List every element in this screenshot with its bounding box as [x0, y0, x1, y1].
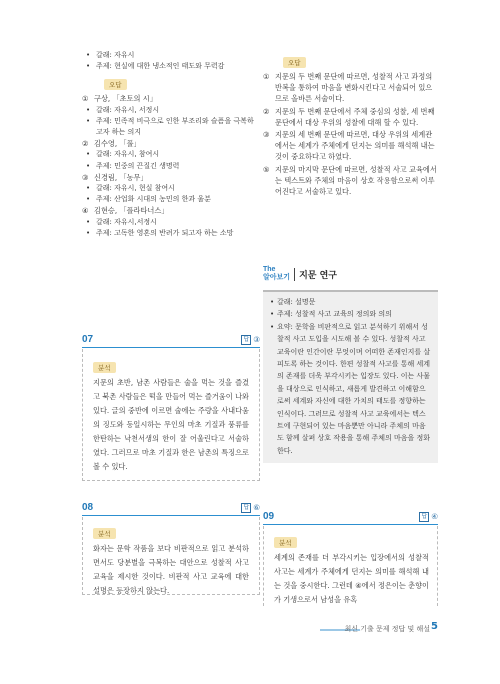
item-sub: • 갈래: 자유시, 서정시 [82, 105, 260, 116]
analysis-text: 지문의 초반, 남촌 사람들은 술을 먹는 것을 즐겼고 북촌 사람들은 떡을 만들어 먹는 즐거움이 나와 있다. 글의 중반에 이르면 술에는 주량을 사내다움의 징도와 동일시하는 무인의 마초 기질과 풍류를 한탄하는 낙천서생의 한이 잘 어울린다고 서술하였다. 그러므로 마초 기질과 한은 남촌의 특징으로 볼 수 있다. [93, 378, 249, 471]
question-07-header [82, 334, 260, 348]
item-number: ④ [82, 206, 89, 216]
know-label [263, 266, 290, 282]
item-sub: • 갈래: 자유시, 현실 참여시 [82, 183, 260, 194]
answer-value: ③ [253, 335, 260, 344]
text-study-title: 지문 연구 [294, 268, 337, 281]
odap-tag: 오답 [283, 57, 306, 68]
answer-label [241, 503, 260, 513]
analysis-tag: 분석 [93, 362, 116, 373]
right-item-1 [263, 71, 439, 105]
item-title: 구상, 「초토의 시」 [94, 94, 157, 104]
bullet-theme: • 주제: 현실에 대한 냉소적인 태도와 무력감 [82, 61, 260, 72]
left-top-column [82, 50, 260, 239]
question-09-panel [263, 526, 438, 606]
question-08-panel [82, 517, 260, 595]
left-item-3 [82, 172, 260, 206]
right-item-4 [263, 164, 439, 198]
answer-box-icon: 답 [243, 504, 250, 511]
item-sub: • 주제: 산업화 시대의 농민의 한과 울분 [82, 194, 260, 205]
item-sub: • 주제: 고독한 영혼의 반려가 되고자 하는 소망 [82, 228, 260, 239]
analysis-text: 세계의 존재를 더 부각시키는 입장에서의 성찰적 사고는 세계가 주체에게 던지는 의미를 해석해 내는 것을 중시한다. 그런데 ④에서 정은이는 춘향이가 기생으로서 남성을 유혹 [274, 553, 429, 604]
item-title: 김수영, 「풀」 [94, 139, 141, 149]
answer-value: ④ [431, 512, 438, 521]
item-text: 지문의 마지막 문단에 따르면, 성찰적 사고 교육에서는 텍스트와 주체의 마음이 상호 작용함으로써 이루어진다고 서술하고 있다. [275, 164, 437, 197]
bullet-genre: • 갈래: 자유시 [82, 50, 260, 61]
item-number: ② [82, 139, 89, 149]
analysis-text: 화자는 문학 작품을 보다 비판적으로 읽고 분석하면서도 당분별을 극복하는 대안으로 성찰적 사고 교육을 제시한 것이다. 비판적 사고 교육에 대한 설명은 등장하지 않는다. [93, 544, 249, 595]
item-title: 김현승, 「플라타너스」 [94, 206, 169, 216]
item-sub: • 갈래: 자유시,서정시 [82, 217, 260, 228]
item-number: ② [263, 106, 270, 116]
item-number: ① [263, 72, 270, 81]
item-text: 지문의 두 번째 문단에 따르면, 성찰적 사고 과정의 반복을 통하여 마음을 변화시킨다고 서술되어 있으므로 올바른 서술이다. [275, 72, 433, 104]
right-item-3 [263, 129, 439, 163]
page-number: 5 [431, 621, 438, 632]
know-label-line2: 알아보기 [263, 274, 291, 281]
answer-label [419, 512, 438, 522]
right-item-2 [263, 106, 439, 128]
analysis-tag: 분석 [274, 537, 297, 548]
page-footer [0, 620, 500, 640]
question-number: 07 [82, 334, 94, 345]
item-sub: • 갈래: 자유시, 참여시 [82, 149, 260, 160]
question-number: 09 [263, 511, 275, 522]
item-number: ① [82, 94, 89, 104]
question-08-header [82, 502, 260, 516]
analysis-tag: 분석 [93, 528, 116, 539]
left-item-1 [82, 93, 260, 138]
item-sub: • 주제: 민중의 끈질긴 생명력 [82, 161, 260, 172]
text-study-box [263, 290, 438, 463]
study-summary: • 요약: 문학을 비판적으로 읽고 분석하기 위해서 성찰적 사고 도입을 시도해 볼 수 있다. 성찰적 사고 교육이란 인간이란 무엇이며 어떠한 존재인지를 살피도록 하는 것이다. 한편 성찰적 사고를 통해 세계의 존재를 더욱 부각시키는 입장도 있다. 이는 사물을 대상으로 인식하고, 새롭게 발견하고 이해함으로써 세계와 자신에 대한 가치의 태도를 정향하는 인식이다. 그러므로 성찰적 사고 교육에서는 텍스트에 구현되어 있는 마음뿐만 아니라 주체의 마음도 함께 살펴 상호 작용을 통해 주체의 마음을 정화한다. [269, 321, 432, 457]
item-number: ③ [263, 130, 270, 140]
footer-text: 최신 기출 문제 정답 및 해설 [344, 625, 430, 633]
item-text: 지문의 두 번째 문단에서 주체 중심의 성찰, 세 번째 문단에서 대상 우위의 성찰에 대해 할 수 있다. [275, 106, 435, 127]
answer-box-icon: 답 [421, 513, 428, 520]
study-theme: • 주제: 성찰적 사고 교육의 정의와 의의 [269, 308, 432, 320]
item-title: 신경림, 「농무」 [94, 172, 148, 182]
item-number: ⑤ [263, 164, 270, 174]
know-label-line1: The [263, 266, 276, 273]
item-text: 지문의 세 번째 문단에 따르면, 대상 우위의 세계관에서는 세계가 주체에게 던지는 의미를 해석해 내는 것이 중요하다고 하였다. [275, 130, 435, 162]
left-item-2 [82, 138, 260, 172]
item-sub: • 주제: 민족적 비극으로 인한 부조리와 슬픔을 극복하고자 하는 의지 [82, 116, 260, 138]
text-study-section [263, 262, 438, 463]
question-07-panel [82, 349, 260, 481]
odap-tag: 오답 [104, 79, 127, 90]
text-study-title-row [263, 262, 438, 286]
left-item-4 [82, 205, 260, 239]
answer-value: ⑥ [253, 503, 260, 512]
item-number: ③ [82, 172, 89, 182]
answer-label [241, 335, 260, 345]
right-top-column [263, 50, 439, 197]
question-09-header [263, 511, 438, 525]
answer-box-icon: 답 [243, 336, 250, 343]
study-genre: • 갈래: 설명문 [269, 296, 432, 308]
question-number: 08 [82, 502, 94, 513]
